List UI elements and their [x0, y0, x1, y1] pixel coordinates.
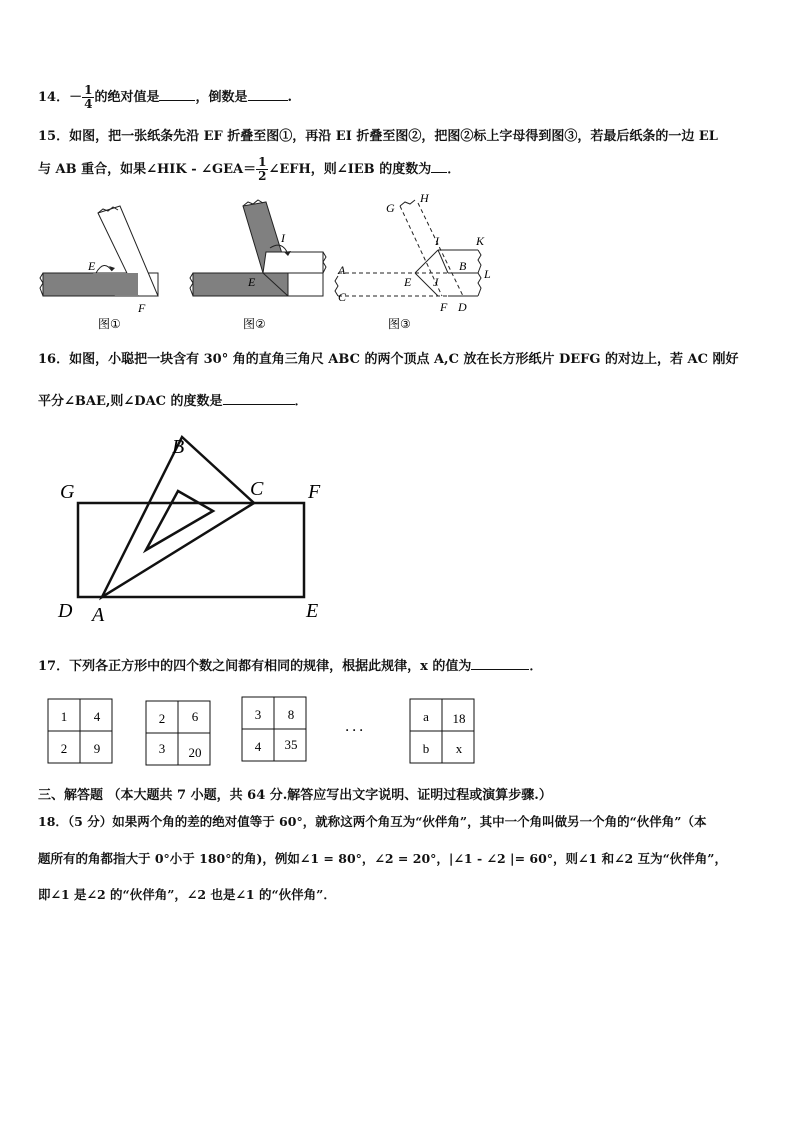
q15-line2-a: 与 AB 重合，如果∠HIK - ∠GEA＝ [38, 162, 257, 177]
grid-2 [146, 701, 210, 765]
grid-2-cell: 3 [158, 741, 166, 756]
fig3-label-f: F [440, 300, 448, 314]
q15-frac-num: 1 [258, 155, 267, 169]
triangle-abc-outer [102, 437, 254, 597]
q17-grids [40, 695, 490, 770]
q15-line1: 15．如图，把一张纸条先沿 EF 折叠至图①，再沿 EI 折叠至图②，把图②标上字母得到图③，若最后纸条的一边 EL [38, 129, 718, 144]
fig3-label-b: B [459, 259, 467, 273]
q17-blank [471, 656, 529, 670]
grid-1-cell: 9 [93, 741, 101, 756]
grid-3 [242, 697, 306, 761]
fig3-label-l: L [484, 267, 491, 281]
q18-line2: 题所有的角都指大于 0°小于 180°的角)，例如∠1 = 80°，∠2 = 20°，|∠1 - ∠2 |= 60°，则∠1 和∠2 互为“伙伴角”， [38, 851, 727, 866]
fig2-diagram [190, 200, 326, 331]
q14-frac-num: 1 [84, 83, 93, 97]
fig1-label-f: F [138, 301, 146, 315]
fig3-label-d: D [458, 300, 467, 314]
grid-2-cell: 20 [188, 745, 202, 760]
fig3-label-c: C [338, 290, 347, 304]
q14-text3: . [287, 90, 293, 105]
q14-blank1 [159, 87, 195, 101]
fig3-label-e: E [404, 275, 412, 289]
q17-end: ． [529, 659, 543, 674]
triangle-abc-inner [146, 491, 213, 550]
fig2-label-e: E [248, 275, 256, 289]
q16-label-d: D [58, 600, 73, 622]
q16-blank [223, 391, 295, 405]
grid-3-cell: 3 [254, 707, 262, 722]
fig3-diagram [335, 191, 491, 331]
q16-label-a: A [92, 604, 105, 625]
q14-sign: － [69, 90, 83, 105]
q15-line2-c: ． [447, 162, 461, 177]
q17-text [38, 655, 542, 674]
q14-number: 14． [38, 90, 70, 105]
q15-blank [431, 159, 447, 173]
question-14 [38, 84, 292, 111]
q17-prompt: 17．下列各正方形中的四个数之间都有相同的规律，根据此规律，x 的值为 [38, 659, 472, 674]
q18-line1: 18．（5 分）如果两个角的差的绝对值等于 60°，就称这两个角互为“伙伴角”，其中一个角叫做另一个角的“伙伴角”（本 [38, 814, 707, 829]
q14-fraction [82, 84, 94, 111]
q16-label-c: C [250, 478, 264, 500]
grid-1-cell: 1 [60, 709, 68, 724]
q17-ellipsis: ．．． [345, 720, 373, 735]
section-3-heading: 三、解答题 （本大题共 7 小题，共 64 分.解答应写出文字说明、证明过程或演算步骤.） [38, 788, 552, 803]
q16-line2-end: ． [294, 394, 308, 409]
q14-blank2 [248, 87, 288, 101]
fig3-label-a: A [338, 263, 346, 277]
q16-label-b: B [172, 436, 185, 458]
grid-4-cell: 18 [452, 711, 466, 726]
q18-line3: 即∠1 是∠2 的“伙伴角”，∠2 也是∠1 的“伙伴角”． [38, 887, 336, 902]
fig2-label-i: I [281, 231, 285, 245]
q16-figure [50, 425, 350, 625]
q16-label-e: E [306, 600, 319, 622]
grid-2-cell: 2 [158, 711, 166, 726]
q14-text1: 的绝对值是 [94, 90, 160, 105]
fig3-label-h: H [420, 191, 429, 205]
grid-3-cell: 8 [287, 707, 295, 722]
q15-figures [38, 188, 508, 338]
q15-frac-den: 2 [258, 169, 267, 183]
fig3-label-j: J [433, 275, 439, 289]
rectangle-defg [78, 503, 304, 597]
grid-4-cell: b [422, 741, 430, 756]
q15-line2-b: ∠EFH，则∠IEB 的度数为 [268, 162, 432, 177]
grid-1 [48, 699, 112, 763]
fig3-label-i: I [435, 234, 439, 248]
fig1-label-e: E [88, 259, 96, 273]
fig1-caption: 图① [98, 317, 121, 331]
q16-line2-text: 平分∠BAE,则∠DAC 的度数是 [38, 394, 223, 409]
grid-3-cell: 35 [284, 737, 298, 752]
q14-frac-den: 4 [84, 97, 93, 111]
q16-label-f: F [308, 481, 321, 503]
q15-fraction [256, 156, 268, 183]
fig1-diagram [40, 206, 158, 331]
grid-3-cell: 4 [254, 739, 262, 754]
grid-2-cell: 6 [191, 709, 199, 724]
fig3-caption: 图③ [388, 317, 411, 331]
grid-4-cell: x [455, 741, 463, 756]
q16-label-g: G [60, 481, 75, 503]
q16-line2 [38, 390, 308, 409]
q16-line1: 16．如图，小聪把一块含有 30° 角的直角三角尺 ABC 的两个顶点 A,C 放在长方形纸片 DEFG 的对边上，若 AC 刚好 [38, 352, 739, 367]
grid-1-cell: 2 [60, 741, 68, 756]
grid-1-cell: 4 [93, 709, 101, 724]
fig3-label-g: G [386, 201, 395, 215]
grid-4-cell: a [423, 709, 429, 724]
fig3-label-k: K [476, 234, 485, 248]
q14-text2: ，倒数是 [195, 90, 248, 105]
grid-4 [410, 699, 474, 763]
fig2-caption: 图② [243, 317, 266, 331]
q15-line2 [38, 156, 460, 183]
